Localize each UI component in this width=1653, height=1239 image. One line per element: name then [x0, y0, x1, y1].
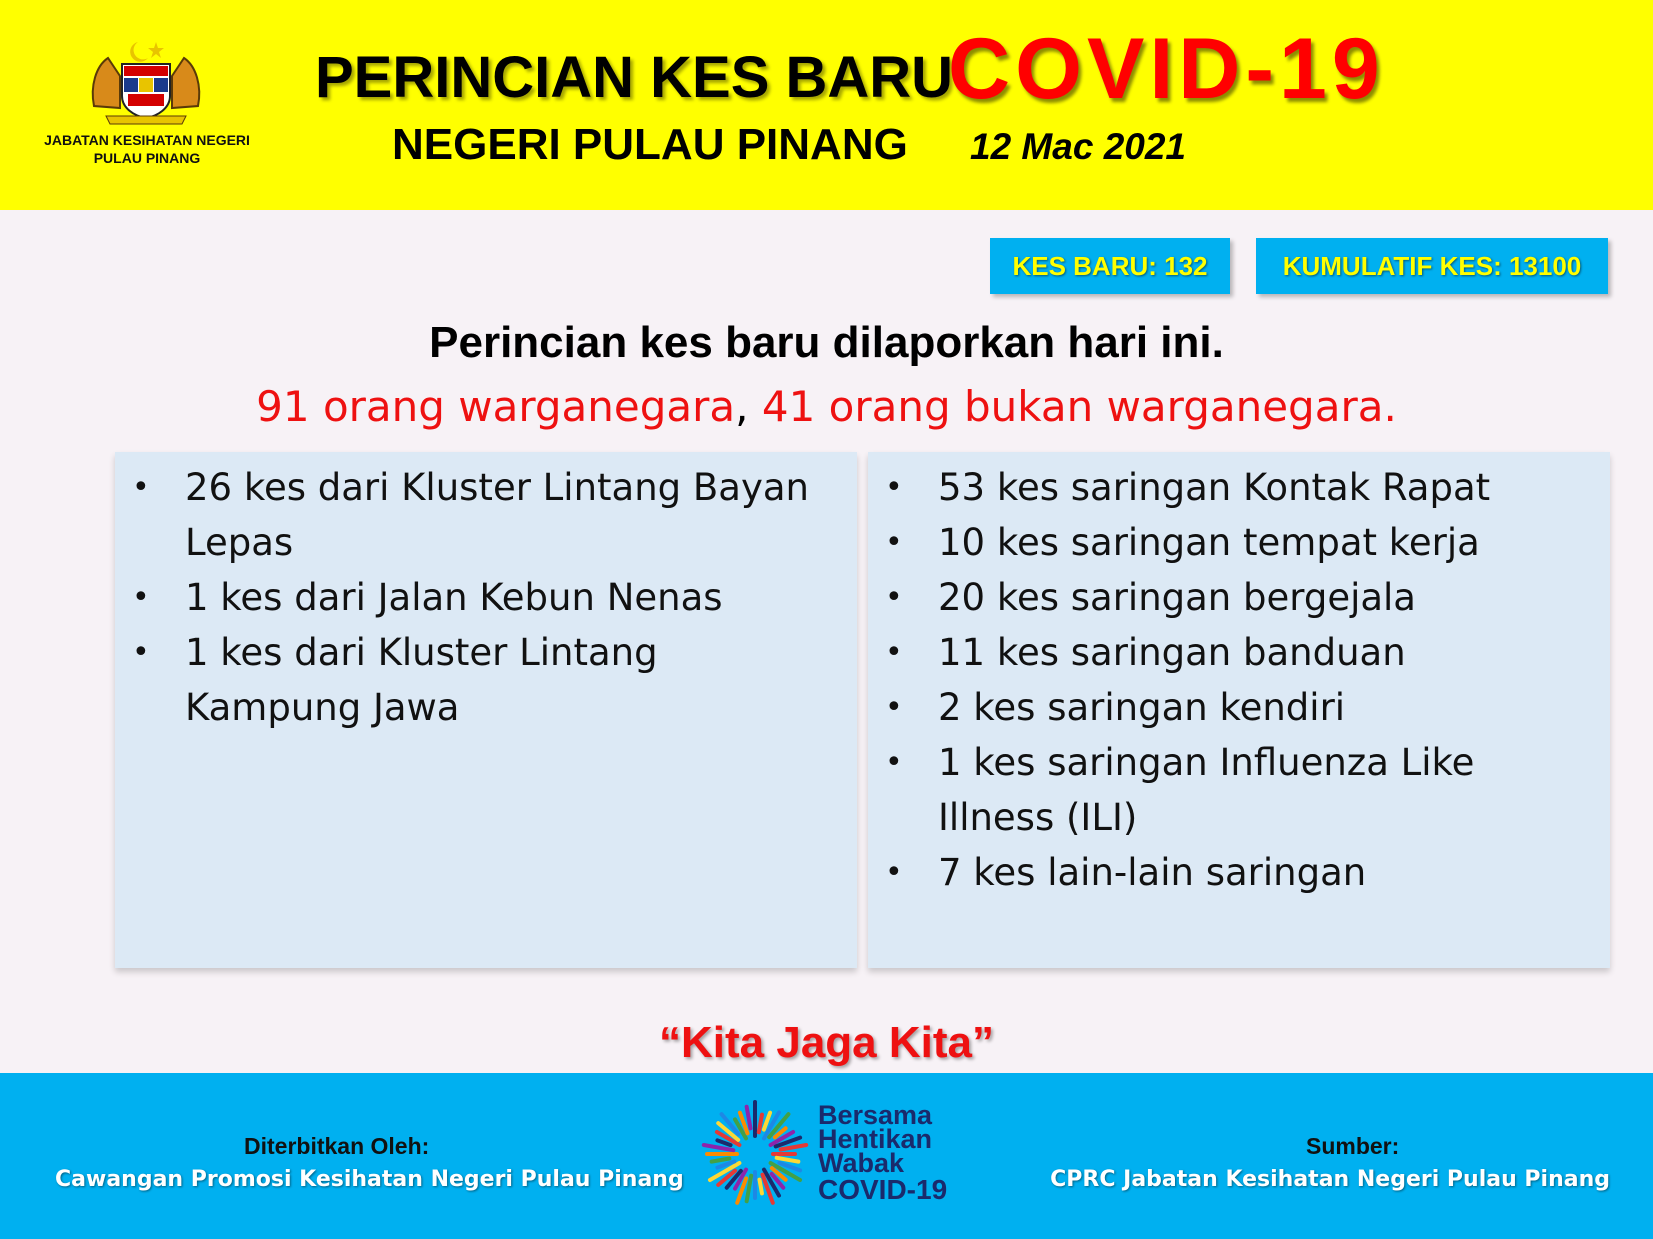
clusters-panel	[115, 452, 857, 968]
bullet-icon: •	[885, 745, 903, 780]
published-by-value: Cawangan Promosi Kesihatan Negeri Pulau Pinang	[55, 1167, 684, 1192]
screenings-panel	[868, 452, 1610, 968]
clusters-list	[115, 452, 857, 735]
campaign-logo-ray	[781, 1145, 807, 1150]
list-item: • 11 kes saringan banduan	[868, 625, 1610, 680]
campaign-logo-ray	[760, 1180, 762, 1194]
campaign-logo-ray	[759, 1115, 762, 1133]
bullet-icon: •	[885, 690, 903, 725]
bullet-icon: •	[885, 525, 903, 560]
new-cases-badge: KES BARU: 132	[990, 238, 1230, 294]
screenings-list	[868, 452, 1610, 900]
list-item: • 20 kes saringan bergejala	[868, 570, 1610, 625]
department-logo	[22, 36, 272, 176]
list-item: • 26 kes dari Kluster Lintang Bayan Lepas	[115, 460, 857, 570]
campaign-text	[818, 1100, 948, 1205]
separator: ,	[735, 382, 749, 431]
campaign-line-4: COVID-19	[818, 1174, 948, 1205]
list-item: • 7 kes lain-lain saringan	[868, 845, 1610, 900]
bullet-icon: •	[132, 635, 150, 670]
campaign-line-3: Wabak	[818, 1148, 905, 1178]
non-citizens-count: 41 orang bukan warganegara	[761, 382, 1384, 431]
covid-title-highlight: COVID-19	[948, 21, 1385, 117]
bullet-icon: •	[885, 635, 903, 670]
coat-of-arms-icon	[86, 36, 206, 126]
cumulative-cases-badge: KUMULATIF KES: 13100	[1256, 238, 1608, 294]
campaign-logo-ray	[747, 1107, 751, 1129]
bullet-icon: •	[885, 470, 903, 505]
campaign-logo-ray	[712, 1159, 730, 1162]
campaign-logo-icon	[700, 1099, 810, 1209]
list-item: • 1 kes dari Jalan Kebun Nenas	[115, 570, 857, 625]
department-name: JABATAN KESIHATAN NEGERI PULAU PINANG	[44, 132, 250, 166]
footer-banner	[0, 1073, 1653, 1239]
list-item: • 10 kes saringan tempat kerja	[868, 515, 1610, 570]
citizens-count: 91 orang warganegara	[256, 382, 736, 431]
list-item: • 1 kes dari Kluster Lintang Kampung Jawa	[115, 625, 857, 735]
published-by-label: Diterbitkan Oleh:	[244, 1133, 430, 1159]
report-date: 12 Mac 2021	[970, 126, 1187, 167]
state-subtitle: NEGERI PULAU PINANG	[392, 120, 908, 169]
header-banner	[0, 0, 1653, 210]
bullet-icon: •	[132, 470, 150, 505]
source-label: Sumber:	[1306, 1133, 1400, 1159]
campaign-line-1: Bersama	[818, 1100, 933, 1130]
list-item: • 53 kes saringan Kontak Rapat	[868, 460, 1610, 515]
bullet-icon: •	[132, 580, 150, 615]
list-item: • 1 kes saringan Influenza Like Illness (ILI)	[868, 735, 1610, 845]
citizenship-breakdown	[0, 382, 1653, 431]
period: .	[1383, 382, 1397, 431]
bullet-icon: •	[885, 580, 903, 615]
list-item: • 2 kes saringan kendiri	[868, 680, 1610, 735]
source-value: CPRC Jabatan Kesihatan Negeri Pulau Pinang	[1050, 1167, 1610, 1192]
bullet-icon: •	[885, 855, 903, 890]
summary-heading: Perincian kes baru dilaporkan hari ini.	[429, 318, 1224, 367]
page-title: PERINCIAN KES BARU	[315, 45, 954, 110]
slogan: “Kita Jaga Kita”	[659, 1018, 994, 1067]
campaign-line-2: Hentikan	[818, 1124, 933, 1154]
